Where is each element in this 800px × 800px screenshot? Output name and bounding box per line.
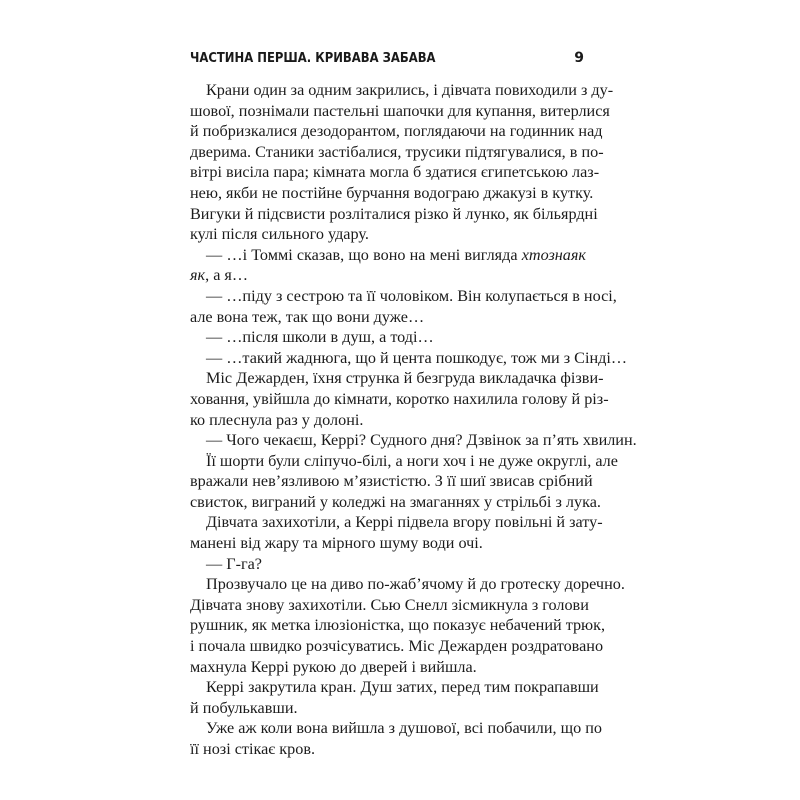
text-line: ховання, увійшла до кімнати, коротко нахилила голову й різ-: [190, 389, 609, 408]
text-line: шової, познімали пастельні шапочки для купання, витерлися: [190, 101, 610, 120]
text-line: Її шорти були сліпучо-білі, а ноги хоч і не дуже округлі, але: [206, 451, 618, 470]
text-line: вражали невʼязливою мʼязистістю. З її шиї звисав срібний: [190, 472, 593, 491]
page-number: 9: [574, 50, 584, 66]
italic-word-part: хтознаяк: [521, 245, 586, 264]
text-line: але вона теж, так що вони дуже…: [190, 307, 425, 326]
text-line: й побризкалися дезодорантом, поглядаючи на годинник над: [190, 122, 603, 141]
text-line: Вигуки й підсвисти розліталися різко й лунко, як більярдні: [190, 204, 598, 223]
dialogue-line: — Чого чекаєш, Керрі? Судного дня? Дзвінок за п’ять хвилин.: [206, 431, 637, 450]
text-line: ко плеснула раз у долоні.: [190, 410, 364, 429]
text-line: свисток, виграний у коледжі на змаганнях у стрільбі з лука.: [190, 492, 601, 511]
text-line: й побулькавши.: [190, 698, 298, 717]
text-line: її нозі стікає кров.: [190, 740, 316, 758]
text-line: Дівчата захихотіли, а Керрі підвела вгору повільні й зату-: [206, 513, 603, 532]
dialogue-text: , а я…: [205, 266, 249, 285]
text-line: Прозвучало це на диво по-жаб’ячому й до гротеску доречно.: [206, 575, 625, 594]
text-line: махнула Керрі рукою до дверей і вийшла.: [190, 657, 477, 676]
text-line: дверима. Станики застібалися, трусики підтягувалися, в по-: [190, 142, 604, 161]
dialogue-text: — …і Томмі сказав, що воно на мені вигляда: [206, 245, 518, 264]
body-text: [190, 80, 637, 760]
dialogue-line: — …такий жаднюга, що й цента пошкодує, тож ми з Сінді…: [206, 348, 628, 367]
text-line: Уже аж коли вона вийшла з душової, всі побачили, що по: [206, 719, 602, 738]
text-line: кулі після сильного удару.: [190, 225, 369, 244]
dialogue-line: [190, 245, 586, 266]
running-head-title: ЧАСТИНА ПЕРША. КРИВАВА ЗАБАВА: [190, 50, 436, 66]
text-line: Міс Дежарден, їхня струнка й безгруда викладачка фізви-: [206, 369, 604, 388]
italic-word-part: як: [190, 266, 206, 285]
text-line: манені від жару та мірного шуму води очі.: [190, 534, 483, 553]
text-line: нею, якби не постійне бурчання водограю джакузі в кутку.: [190, 183, 594, 202]
text-line: вітрі висіла пара; кімната могла б здатися єгипетською лаз-: [190, 163, 600, 182]
dialogue-line: — …після школи в душ, а тоді…: [206, 328, 434, 347]
dialogue-line: — …піду з сестрою та її чоловіком. Він колупається в носі,: [206, 286, 617, 305]
text-line: Дівчата знову захихотіли. Сью Снелл зісмикнула з голови: [190, 595, 589, 614]
text-line: [190, 265, 586, 286]
text-line: рушник, як метка ілюзіоністка, що показує небачений трюк,: [190, 616, 606, 635]
dialogue-line: — Г-га?: [206, 554, 262, 573]
text-line: Крани один за одним закрились, і дівчата повиходили з ду-: [206, 81, 614, 99]
text-line: і почала швидко розчісуватись. Міс Дежарден роздратовано: [190, 637, 604, 656]
text-line: Керрі закрутила кран. Душ затих, перед тим покрапавши: [206, 678, 599, 697]
